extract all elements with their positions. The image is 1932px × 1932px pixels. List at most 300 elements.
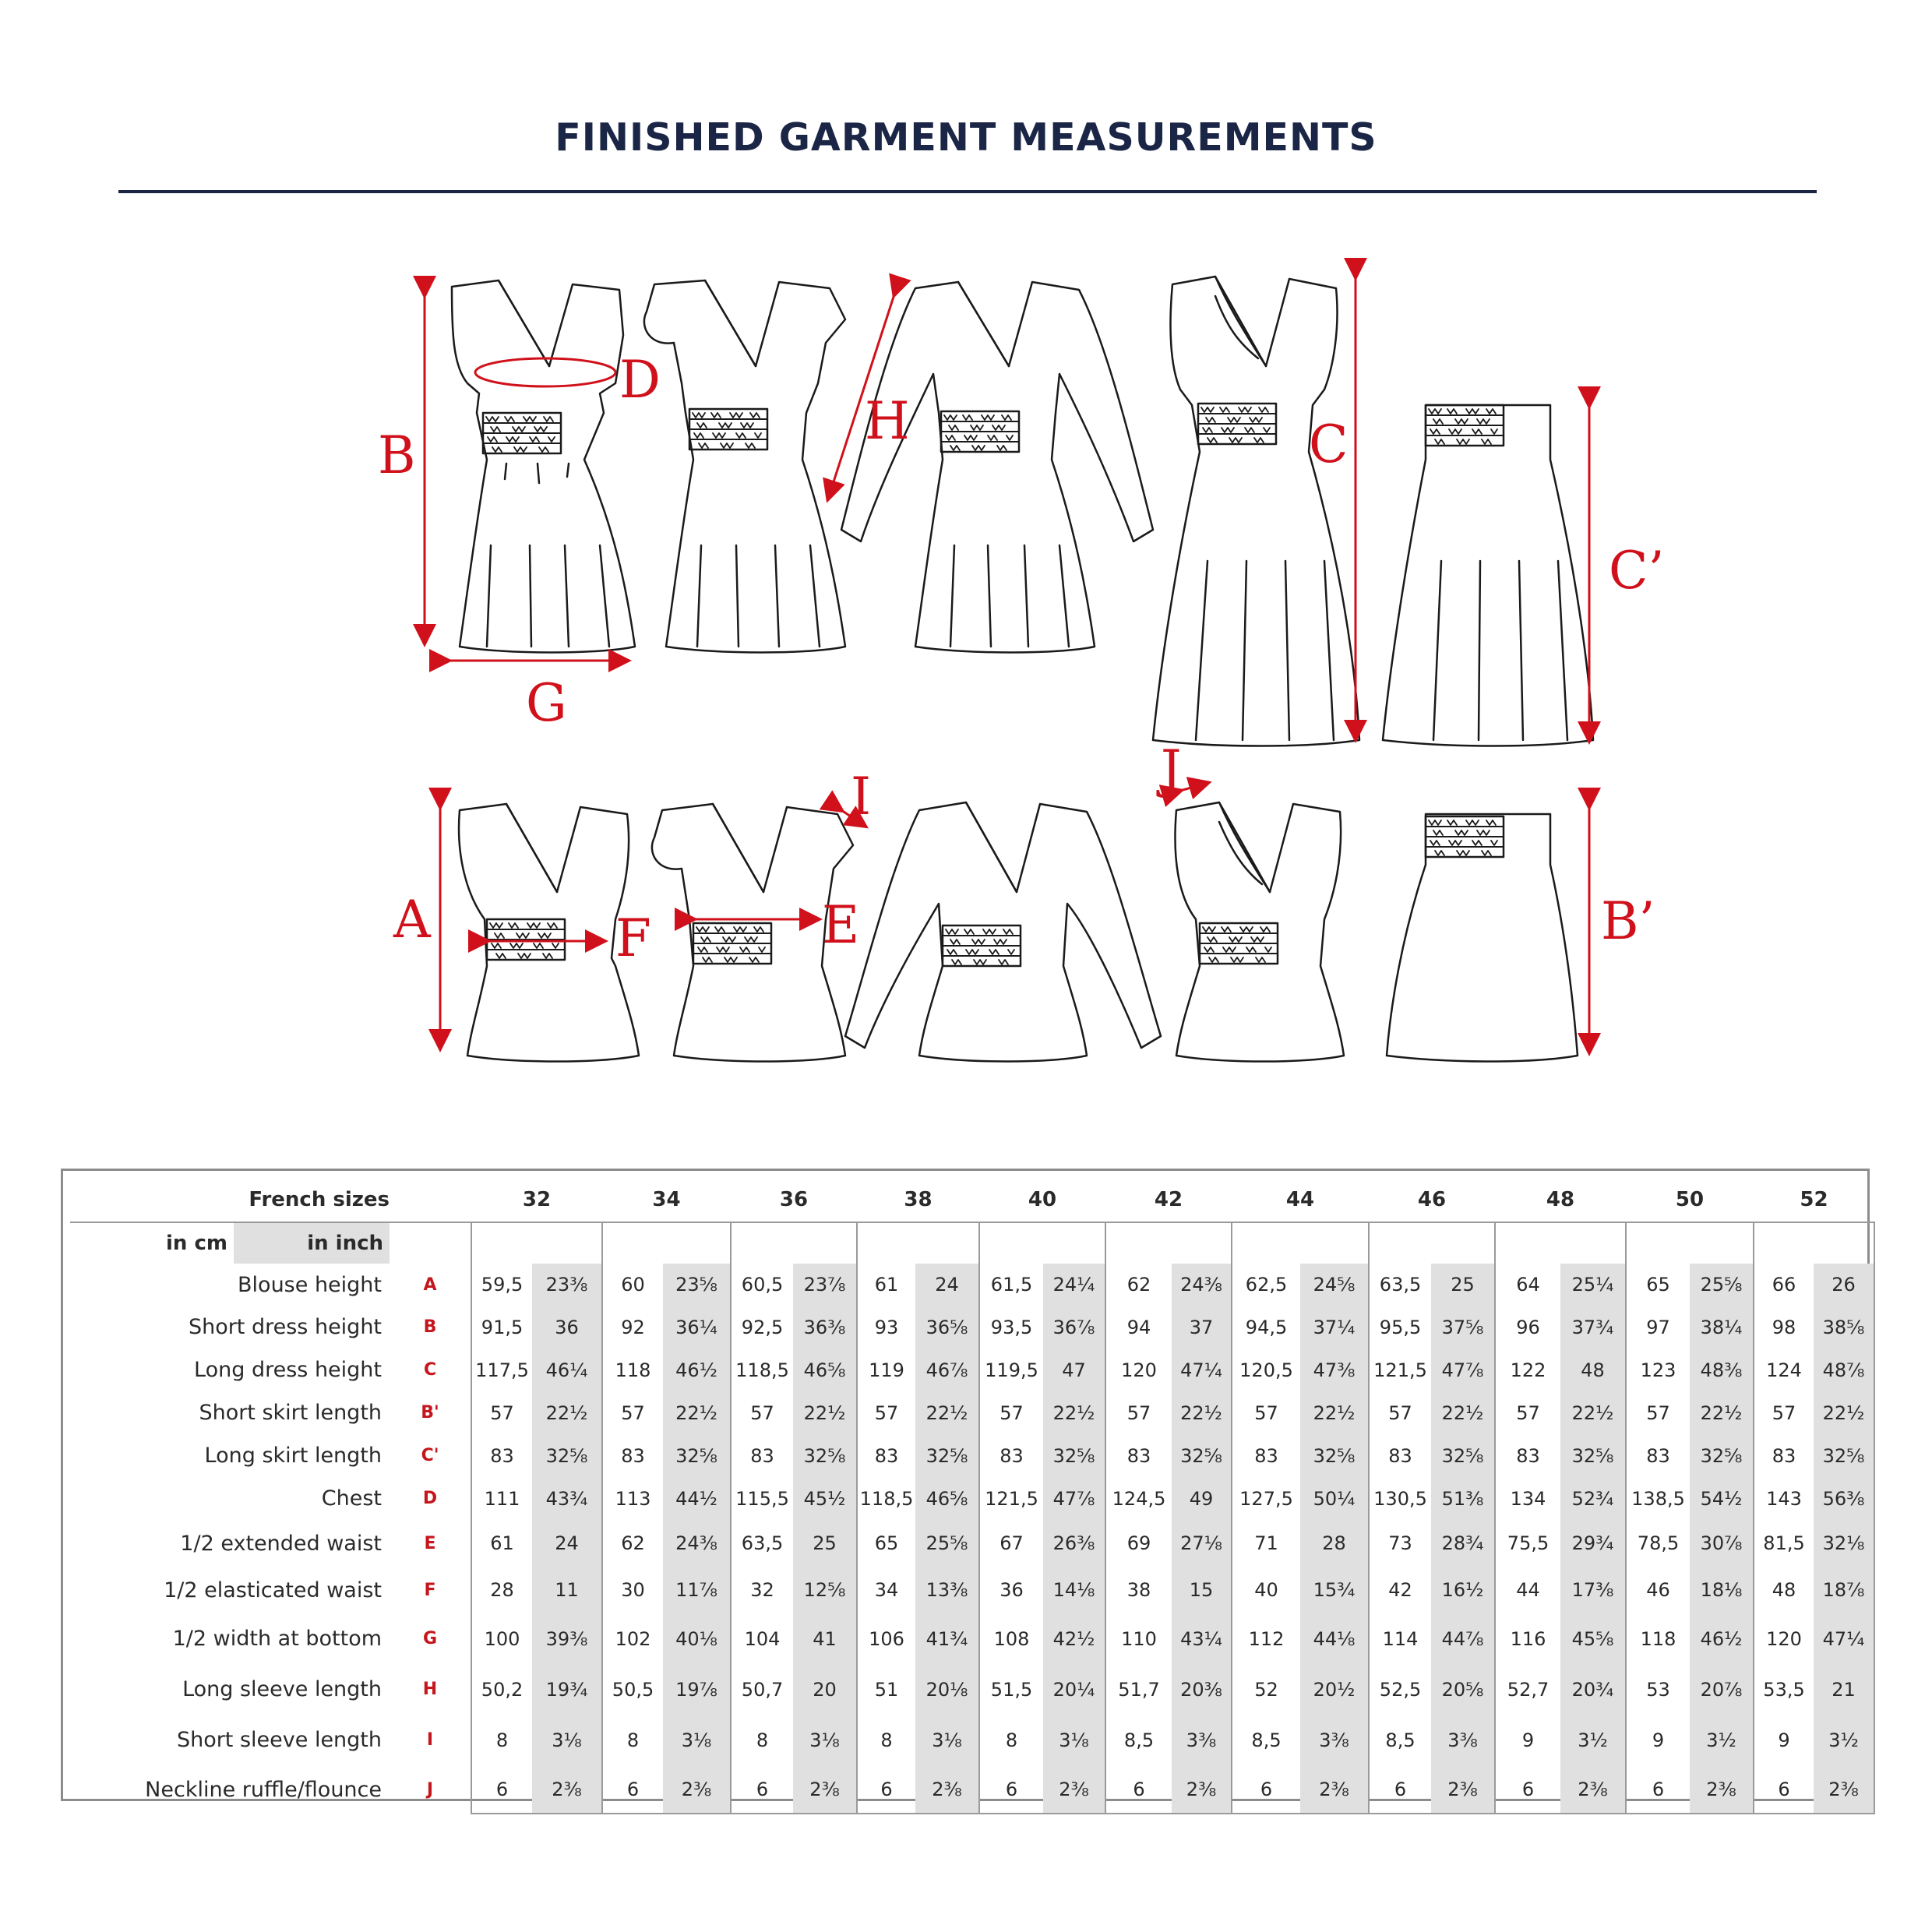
measurement-code: C'	[421, 1446, 439, 1465]
cm-value: 62	[602, 1520, 663, 1567]
blouse-ruffle	[1175, 802, 1344, 1062]
inch-value: 32⅝	[1690, 1434, 1754, 1477]
unit-cell	[1232, 1222, 1300, 1264]
cm-value: 121,5	[979, 1477, 1043, 1520]
measurement-label: Neckline ruffle/flounce	[145, 1777, 383, 1802]
inch-value: 25¼	[1560, 1264, 1626, 1306]
measurement-code: B	[423, 1317, 437, 1337]
inch-value: 2⅜	[1814, 1765, 1874, 1814]
cm-value: 130,5	[1369, 1477, 1431, 1520]
cm-value: 122	[1495, 1349, 1560, 1391]
cm-value: 116	[1495, 1613, 1560, 1664]
measurement-code: B'	[421, 1403, 439, 1423]
inch-value: 26⅜	[1043, 1520, 1105, 1567]
cm-value: 57	[1495, 1391, 1560, 1434]
measurement-row	[70, 1765, 1874, 1814]
cm-value: 48	[1754, 1567, 1814, 1613]
cm-value: 124	[1754, 1349, 1814, 1391]
size-header: 34	[652, 1188, 681, 1211]
cm-value: 112	[1232, 1613, 1300, 1664]
inch-value: 3⅛	[793, 1715, 857, 1765]
inch-value: 2⅜	[532, 1765, 602, 1814]
measurement-row	[70, 1567, 1874, 1613]
cm-value: 6	[1754, 1765, 1814, 1814]
inch-value: 3⅛	[1043, 1715, 1105, 1765]
unit-cell	[731, 1222, 793, 1264]
unit-cell	[471, 1222, 532, 1264]
short-dress-sleeveless	[452, 280, 635, 653]
cm-value: 57	[979, 1391, 1043, 1434]
callout-f: F	[615, 908, 651, 968]
unit-cell	[793, 1222, 857, 1264]
cm-value: 61,5	[979, 1264, 1043, 1306]
inch-value: 2⅜	[1300, 1765, 1369, 1814]
cm-value: 96	[1495, 1306, 1560, 1349]
cm-value: 92,5	[731, 1306, 793, 1349]
inch-value: 2⅜	[1560, 1765, 1626, 1814]
unit-cell	[1043, 1222, 1105, 1264]
inch-value: 22½	[1300, 1391, 1369, 1434]
cm-value: 75,5	[1495, 1520, 1560, 1567]
inch-value: 32⅝	[1300, 1434, 1369, 1477]
cm-value: 119,5	[979, 1349, 1043, 1391]
inch-value: 30⅞	[1690, 1520, 1754, 1567]
callout-i: I	[851, 767, 872, 827]
inch-value: 2⅜	[663, 1765, 731, 1814]
callout-a: A	[393, 890, 431, 950]
inch-value: 38¼	[1690, 1306, 1754, 1349]
inch-value: 32⅝	[1172, 1434, 1232, 1477]
inch-value: 36	[532, 1306, 602, 1349]
cm-value: 6	[1232, 1765, 1300, 1814]
cm-value: 102	[602, 1613, 663, 1664]
cm-value: 83	[857, 1434, 915, 1477]
inch-value: 24	[915, 1264, 979, 1306]
inch-value: 2⅜	[1690, 1765, 1754, 1814]
cm-value: 9	[1754, 1715, 1814, 1765]
cm-value: 83	[1626, 1434, 1690, 1477]
unit-cell	[1560, 1222, 1626, 1264]
inch-value: 54½	[1690, 1477, 1754, 1520]
inch-value: 20¼	[1043, 1664, 1105, 1715]
cm-value: 6	[1626, 1765, 1690, 1814]
size-header-row	[70, 1178, 1874, 1222]
inch-value: 3⅛	[663, 1715, 731, 1765]
inch-value: 47⅞	[1431, 1349, 1495, 1391]
inch-value: 42½	[1043, 1613, 1105, 1664]
inch-value: 22½	[532, 1391, 602, 1434]
short-dress-short-sleeve	[644, 280, 845, 653]
cm-value: 78,5	[1626, 1520, 1690, 1567]
cm-value: 51	[857, 1664, 915, 1715]
inch-value: 36⅜	[793, 1306, 857, 1349]
measurement-row	[70, 1664, 1874, 1715]
callout-e: E	[822, 895, 860, 955]
measurement-label: Blouse height	[238, 1272, 383, 1297]
cm-value: 73	[1369, 1520, 1431, 1567]
inch-value: 24	[532, 1520, 602, 1567]
inch-value: 47⅜	[1300, 1349, 1369, 1391]
measurement-label: Long dress height	[194, 1358, 383, 1382]
blouse-sleeveless	[459, 804, 639, 1062]
inch-value: 20⅝	[1431, 1664, 1495, 1715]
cm-value: 118,5	[857, 1477, 915, 1520]
inch-value: 32⅝	[532, 1434, 602, 1477]
measurement-code: J	[426, 1779, 434, 1800]
cm-value: 8,5	[1369, 1715, 1431, 1765]
cm-value: 6	[471, 1765, 532, 1814]
unit-cell	[1105, 1222, 1172, 1264]
size-header: 46	[1417, 1188, 1447, 1211]
inch-value: 38⅝	[1814, 1306, 1874, 1349]
callout-b-prime: B’	[1601, 891, 1655, 951]
cm-value: 46	[1626, 1567, 1690, 1613]
inch-value: 22½	[1431, 1391, 1495, 1434]
unit-cell	[1690, 1222, 1754, 1264]
inch-value: 39⅜	[532, 1613, 602, 1664]
measurement-row	[70, 1306, 1874, 1349]
cm-value: 123	[1626, 1349, 1690, 1391]
inch-value: 17⅜	[1560, 1567, 1626, 1613]
cm-value: 91,5	[471, 1306, 532, 1349]
inch-value: 46½	[1690, 1613, 1754, 1664]
cm-value: 50,7	[731, 1664, 793, 1715]
cm-value: 8	[471, 1715, 532, 1765]
cm-value: 95,5	[1369, 1306, 1431, 1349]
cm-value: 83	[1105, 1434, 1172, 1477]
inch-value: 2⅜	[1431, 1765, 1495, 1814]
cm-value: 61	[471, 1520, 532, 1567]
cm-value: 94,5	[1232, 1306, 1300, 1349]
size-header: 36	[779, 1188, 809, 1211]
cm-value: 53	[1626, 1664, 1690, 1715]
cm-value: 28	[471, 1567, 532, 1613]
cm-value: 120,5	[1232, 1349, 1300, 1391]
inch-value: 26	[1814, 1264, 1874, 1306]
spacer	[390, 1178, 471, 1222]
callout-j: J	[1161, 739, 1182, 799]
cm-value: 118	[1626, 1613, 1690, 1664]
cm-value: 65	[857, 1520, 915, 1567]
inch-value: 3½	[1690, 1715, 1754, 1765]
unit-inch-label: in inch	[234, 1222, 390, 1264]
inch-value: 44½	[663, 1477, 731, 1520]
unit-cell	[857, 1222, 915, 1264]
inch-value: 40⅛	[663, 1613, 731, 1664]
unit-cell	[1626, 1222, 1690, 1264]
inch-value: 43¾	[532, 1477, 602, 1520]
inch-value: 47¼	[1814, 1613, 1874, 1664]
inch-value: 32⅝	[915, 1434, 979, 1477]
long-dress	[1153, 277, 1359, 746]
cm-value: 6	[857, 1765, 915, 1814]
cm-value: 32	[731, 1567, 793, 1613]
short-skirt	[1387, 814, 1578, 1062]
cm-value: 6	[979, 1765, 1043, 1814]
cm-value: 66	[1754, 1264, 1814, 1306]
inch-value: 48	[1560, 1349, 1626, 1391]
inch-value: 22½	[915, 1391, 979, 1434]
unit-cell	[1814, 1222, 1874, 1264]
inch-value: 24⅜	[1172, 1264, 1232, 1306]
cm-value: 40	[1232, 1567, 1300, 1613]
cm-value: 53,5	[1754, 1664, 1814, 1715]
inch-value: 36⅞	[1043, 1306, 1105, 1349]
cm-value: 92	[602, 1306, 663, 1349]
cm-value: 124,5	[1105, 1477, 1172, 1520]
inch-value: 22½	[793, 1391, 857, 1434]
inch-value: 20⅛	[915, 1664, 979, 1715]
unit-cell	[915, 1222, 979, 1264]
inch-value: 22½	[1172, 1391, 1232, 1434]
inch-value: 22½	[1814, 1391, 1874, 1434]
inch-value: 52¾	[1560, 1477, 1626, 1520]
inch-value: 19⅞	[663, 1664, 731, 1715]
cm-value: 113	[602, 1477, 663, 1520]
cm-value: 57	[1369, 1391, 1431, 1434]
inch-value: 22½	[1043, 1391, 1105, 1434]
cm-value: 42	[1369, 1567, 1431, 1613]
inch-value: 15	[1172, 1567, 1232, 1613]
inch-value: 2⅜	[1043, 1765, 1105, 1814]
cm-value: 115,5	[731, 1477, 793, 1520]
inch-value: 32⅝	[1431, 1434, 1495, 1477]
cm-value: 83	[471, 1434, 532, 1477]
unit-cell	[1495, 1222, 1560, 1264]
inch-value: 37⅝	[1431, 1306, 1495, 1349]
inch-value: 47¼	[1172, 1349, 1232, 1391]
measurement-label: Long skirt length	[204, 1444, 383, 1468]
measurement-code: H	[422, 1680, 438, 1699]
inch-value: 20⅜	[1172, 1664, 1232, 1715]
inch-value: 46⅝	[915, 1477, 979, 1520]
inch-value: 37¾	[1560, 1306, 1626, 1349]
french-sizes-label: French sizes	[249, 1188, 390, 1211]
inch-value: 41¾	[915, 1613, 979, 1664]
inch-value: 46⅝	[793, 1349, 857, 1391]
inch-value: 44⅛	[1300, 1613, 1369, 1664]
long-skirt	[1383, 405, 1593, 746]
blouse-long-sleeve	[845, 802, 1161, 1062]
cm-value: 83	[1754, 1434, 1814, 1477]
inch-value: 15¾	[1300, 1567, 1369, 1613]
inch-value: 23⅝	[663, 1264, 731, 1306]
cm-value: 52,7	[1495, 1664, 1560, 1715]
unit-cell	[979, 1222, 1043, 1264]
inch-value: 46⅞	[915, 1349, 979, 1391]
inch-value: 32⅛	[1814, 1520, 1874, 1567]
page-title: FINISHED GARMENT MEASUREMENTS	[555, 115, 1377, 160]
cm-value: 57	[471, 1391, 532, 1434]
cm-value: 118	[602, 1349, 663, 1391]
measurement-row	[70, 1520, 1874, 1567]
inch-value: 18⅞	[1814, 1567, 1874, 1613]
cm-value: 143	[1754, 1477, 1814, 1520]
inch-value: 32⅝	[1560, 1434, 1626, 1477]
inch-value: 56⅜	[1814, 1477, 1874, 1520]
inch-value: 12⅝	[793, 1567, 857, 1613]
inch-value: 36⅝	[915, 1306, 979, 1349]
inch-value: 13⅜	[915, 1567, 979, 1613]
cm-value: 62,5	[1232, 1264, 1300, 1306]
cm-value: 8	[731, 1715, 793, 1765]
measurement-row	[70, 1349, 1874, 1391]
inch-value: 23⅜	[532, 1264, 602, 1306]
inch-value: 46¼	[532, 1349, 602, 1391]
cm-value: 57	[1626, 1391, 1690, 1434]
measurement-row	[70, 1391, 1874, 1434]
unit-cell	[1300, 1222, 1369, 1264]
inch-value: 36¼	[663, 1306, 731, 1349]
cm-value: 83	[731, 1434, 793, 1477]
size-header: 48	[1546, 1188, 1575, 1211]
inch-value: 47	[1043, 1349, 1105, 1391]
inch-value: 11⅞	[663, 1567, 731, 1613]
cm-value: 120	[1754, 1613, 1814, 1664]
cm-value: 8,5	[1232, 1715, 1300, 1765]
cm-value: 119	[857, 1349, 915, 1391]
inch-value: 48⅞	[1814, 1349, 1874, 1391]
measurement-row	[70, 1264, 1874, 1306]
inch-value: 25⅝	[1690, 1264, 1754, 1306]
inch-value: 37	[1172, 1306, 1232, 1349]
inch-value: 22½	[663, 1391, 731, 1434]
inch-value: 2⅜	[1172, 1765, 1232, 1814]
cm-value: 8	[602, 1715, 663, 1765]
inch-value: 20⅞	[1690, 1664, 1754, 1715]
cm-value: 83	[602, 1434, 663, 1477]
cm-value: 63,5	[731, 1520, 793, 1567]
size-header: 32	[522, 1188, 552, 1211]
cm-value: 9	[1495, 1715, 1560, 1765]
inch-value: 16½	[1431, 1567, 1495, 1613]
short-dress-long-sleeve	[841, 282, 1153, 653]
cm-value: 57	[857, 1391, 915, 1434]
cm-value: 71	[1232, 1520, 1300, 1567]
cm-value: 57	[602, 1391, 663, 1434]
cm-value: 69	[1105, 1520, 1172, 1567]
cm-value: 83	[1369, 1434, 1431, 1477]
inch-value: 47⅞	[1043, 1477, 1105, 1520]
cm-value: 83	[1495, 1434, 1560, 1477]
inch-value: 2⅜	[915, 1765, 979, 1814]
cm-value: 8	[979, 1715, 1043, 1765]
cm-value: 83	[1232, 1434, 1300, 1477]
inch-value: 25	[793, 1520, 857, 1567]
measurement-label: 1/2 elasticated waist	[164, 1578, 383, 1602]
measurement-code: I	[426, 1730, 434, 1750]
cm-value: 30	[602, 1567, 663, 1613]
measurement-code: C	[423, 1360, 437, 1380]
cm-value: 97	[1626, 1306, 1690, 1349]
measurement-label: 1/2 extended waist	[180, 1531, 383, 1556]
inch-value: 24¼	[1043, 1264, 1105, 1306]
inch-value: 2⅜	[793, 1765, 857, 1814]
cm-value: 118,5	[731, 1349, 793, 1391]
cm-value: 106	[857, 1613, 915, 1664]
cm-value: 117,5	[471, 1349, 532, 1391]
inch-value: 37¼	[1300, 1306, 1369, 1349]
inch-value: 32⅝	[1043, 1434, 1105, 1477]
measurement-row	[70, 1613, 1874, 1664]
cm-value: 94	[1105, 1306, 1172, 1349]
measurement-code: A	[423, 1274, 437, 1295]
inch-value: 23⅞	[793, 1264, 857, 1306]
unit-cell	[1369, 1222, 1431, 1264]
inch-value: 24⅝	[1300, 1264, 1369, 1306]
cm-value: 61	[857, 1264, 915, 1306]
inch-value: 25⅝	[915, 1520, 979, 1567]
measurement-label: 1/2 width at bottom	[172, 1627, 383, 1651]
cm-value: 8,5	[1105, 1715, 1172, 1765]
callout-c-prime: C’	[1609, 541, 1665, 601]
measurement-row	[70, 1715, 1874, 1765]
cm-value: 6	[731, 1765, 793, 1814]
callout-b: B	[378, 425, 416, 485]
inch-value: 22½	[1560, 1391, 1626, 1434]
size-header: 42	[1154, 1188, 1183, 1211]
unit-cm-label: in cm	[70, 1222, 234, 1264]
inch-value: 48⅜	[1690, 1349, 1754, 1391]
inch-value: 20¾	[1560, 1664, 1626, 1715]
cm-value: 104	[731, 1613, 793, 1664]
cm-value: 65	[1626, 1264, 1690, 1306]
inch-value: 45½	[793, 1477, 857, 1520]
callout-h: H	[865, 391, 910, 451]
inch-value: 25	[1431, 1264, 1495, 1306]
cm-value: 108	[979, 1613, 1043, 1664]
inch-value: 50¼	[1300, 1477, 1369, 1520]
cm-value: 138,5	[1626, 1477, 1690, 1520]
cm-value: 60,5	[731, 1264, 793, 1306]
unit-cell	[1172, 1222, 1232, 1264]
inch-value: 24⅜	[663, 1520, 731, 1567]
cm-value: 93,5	[979, 1306, 1043, 1349]
callout-c: C	[1309, 414, 1349, 474]
inch-value: 20½	[1300, 1664, 1369, 1715]
inch-value: 46½	[663, 1349, 731, 1391]
spacer	[390, 1222, 471, 1264]
cm-value: 60	[602, 1264, 663, 1306]
cm-value: 64	[1495, 1264, 1560, 1306]
unit-cell	[1754, 1222, 1814, 1264]
cm-value: 98	[1754, 1306, 1814, 1349]
cm-value: 134	[1495, 1477, 1560, 1520]
cm-value: 127,5	[1232, 1477, 1300, 1520]
cm-value: 100	[471, 1613, 532, 1664]
inch-value: 3⅛	[915, 1715, 979, 1765]
cm-value: 59,5	[471, 1264, 532, 1306]
cm-value: 111	[471, 1477, 532, 1520]
cm-value: 57	[1105, 1391, 1172, 1434]
inch-value: 3½	[1560, 1715, 1626, 1765]
inch-value: 11	[532, 1567, 602, 1613]
cm-value: 93	[857, 1306, 915, 1349]
cm-value: 120	[1105, 1349, 1172, 1391]
cm-value: 57	[731, 1391, 793, 1434]
inch-value: 3⅜	[1172, 1715, 1232, 1765]
inch-value: 45⅝	[1560, 1613, 1626, 1664]
cm-value: 57	[1232, 1391, 1300, 1434]
cm-value: 63,5	[1369, 1264, 1431, 1306]
cm-value: 8	[857, 1715, 915, 1765]
inch-value: 41	[793, 1613, 857, 1664]
inch-value: 49	[1172, 1477, 1232, 1520]
cm-value: 81,5	[1754, 1520, 1814, 1567]
size-header: 44	[1285, 1188, 1315, 1211]
inch-value: 29¾	[1560, 1520, 1626, 1567]
unit-cell	[532, 1222, 602, 1264]
